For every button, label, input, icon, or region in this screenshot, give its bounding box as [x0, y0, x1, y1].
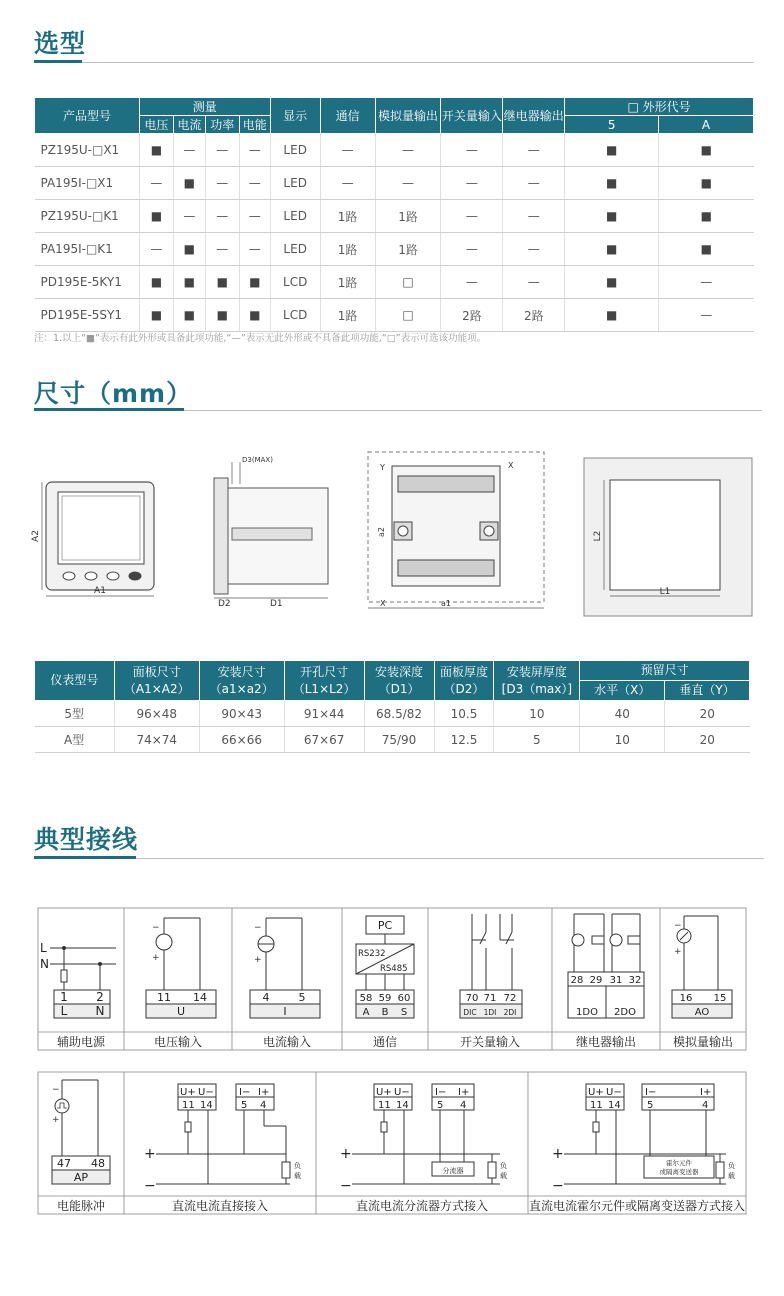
- svg-text:+: +: [152, 953, 160, 963]
- table-cell: 1路: [375, 233, 441, 266]
- table-cell: ■: [239, 299, 270, 332]
- svg-text:+: +: [674, 947, 682, 957]
- svg-text:开关量输入: 开关量输入: [459, 1035, 521, 1049]
- svg-text:71: 71: [483, 993, 497, 1004]
- svg-text:2: 2: [96, 990, 104, 1004]
- svg-text:2DO: 2DO: [614, 1007, 636, 1018]
- table-cell: 96×48: [114, 701, 199, 727]
- svg-text:4: 4: [260, 1100, 267, 1111]
- wiring-communication: [356, 916, 414, 1049]
- svg-text:1: 1: [60, 990, 68, 1004]
- svg-text:11: 11: [182, 1100, 195, 1111]
- table-row: [35, 727, 750, 753]
- dim-header-model: 仪表型号: [35, 661, 115, 701]
- dim-header-depth: 安装深度 （D1）: [364, 661, 434, 701]
- table-cell: —: [320, 167, 375, 200]
- table-cell: —: [173, 200, 205, 233]
- table-cell: 10: [494, 701, 580, 727]
- dim-header-thickness: 面板厚度 （D2）: [434, 661, 494, 701]
- svg-text:47: 47: [57, 1157, 71, 1170]
- svg-text:−: −: [144, 1178, 156, 1194]
- table-cell: LED: [270, 134, 320, 167]
- label-back-y: Y: [380, 463, 385, 472]
- model-cell: PD195E-5SY1: [35, 299, 140, 332]
- table-cell: 20: [665, 727, 750, 753]
- spec-note: 注：1.以上“■”表示有此外形或具备此项功能,“—”表示无此外形或不具备此项功能,“□”表示可选该功能项。: [34, 333, 487, 344]
- svg-text:+: +: [552, 1146, 564, 1162]
- svg-text:霍尔元件: 霍尔元件: [666, 1159, 692, 1167]
- table-cell: 90×43: [199, 701, 284, 727]
- header-switch: 开关量输入: [441, 98, 503, 134]
- table-cell: 1路: [320, 200, 375, 233]
- svg-text:72: 72: [503, 993, 517, 1004]
- svg-text:辅助电源: 辅助电源: [56, 1035, 106, 1049]
- front-view-drawing: [31, 482, 154, 596]
- svg-text:直流电流直接接入: 直流电流直接接入: [171, 1199, 269, 1213]
- svg-text:直流电流分流器方式接入: 直流电流分流器方式接入: [355, 1199, 489, 1213]
- header-comm: 通信: [320, 98, 375, 134]
- label-back-x2: X: [380, 599, 386, 608]
- table-row: [35, 200, 754, 233]
- svg-text:14: 14: [608, 1100, 621, 1111]
- table-cell: ■: [565, 233, 659, 266]
- svg-text:I−: I−: [645, 1087, 657, 1098]
- table-cell: LED: [270, 200, 320, 233]
- wiring-dc-shunt: [340, 1084, 507, 1213]
- table-cell: ■: [205, 299, 239, 332]
- table-cell: 68.5/82: [364, 701, 434, 727]
- svg-text:60: 60: [397, 993, 411, 1004]
- svg-text:载: 载: [728, 1172, 735, 1180]
- svg-text:负: 负: [500, 1162, 507, 1170]
- table-row: [35, 299, 754, 332]
- table-cell: □: [375, 299, 441, 332]
- svg-text:−: −: [254, 923, 262, 933]
- svg-text:I−: I−: [239, 1087, 251, 1098]
- section-rule: [34, 858, 764, 859]
- svg-text:I−: I−: [435, 1087, 447, 1098]
- svg-text:RS232: RS232: [358, 949, 386, 959]
- table-cell: —: [239, 233, 270, 266]
- table-cell: ■: [139, 134, 173, 167]
- wiring-energy-pulse: [52, 1080, 110, 1213]
- table-cell: —: [659, 266, 754, 299]
- table-cell: —: [441, 200, 503, 233]
- svg-text:11: 11: [590, 1100, 603, 1111]
- section-rule-accent: [34, 856, 136, 859]
- svg-text:11: 11: [378, 1100, 391, 1111]
- svg-text:5: 5: [241, 1100, 248, 1111]
- wiring-current-input: [250, 918, 320, 1049]
- dim-header-reserve-x: 水平（X）: [580, 681, 665, 701]
- table-cell: —: [375, 134, 441, 167]
- table-cell: ■: [565, 134, 659, 167]
- model-cell: PA195I-□X1: [35, 167, 140, 200]
- table-cell: ■: [173, 266, 205, 299]
- svg-text:I+: I+: [700, 1087, 712, 1098]
- svg-text:AO: AO: [694, 1007, 710, 1018]
- table-cell: ■: [659, 134, 754, 167]
- svg-text:48: 48: [91, 1157, 105, 1170]
- table-cell: —: [503, 233, 565, 266]
- label-l2: L2: [593, 530, 603, 542]
- table-row: [35, 701, 750, 727]
- table-cell: —: [441, 233, 503, 266]
- svg-text:S: S: [400, 1007, 408, 1018]
- table-cell: —: [320, 134, 375, 167]
- svg-text:+: +: [340, 1146, 352, 1162]
- table-cell: —: [205, 134, 239, 167]
- table-cell: ■: [565, 167, 659, 200]
- label-back-a1: a1: [441, 599, 451, 608]
- svg-text:4: 4: [702, 1100, 709, 1111]
- svg-text:N: N: [40, 957, 49, 971]
- table-cell: ■: [239, 266, 270, 299]
- table-cell: —: [139, 233, 173, 266]
- table-cell: 2路: [503, 299, 565, 332]
- svg-text:A: A: [362, 1007, 370, 1018]
- header-model: 产品型号: [35, 98, 140, 134]
- model-cell: PA195I-□K1: [35, 233, 140, 266]
- table-cell: 20: [665, 701, 750, 727]
- svg-text:I+: I+: [458, 1087, 470, 1098]
- svg-text:2DI: 2DI: [503, 1008, 517, 1017]
- table-cell: —: [659, 299, 754, 332]
- svg-text:+: +: [144, 1146, 156, 1162]
- table-row: [35, 233, 754, 266]
- table-cell: —: [205, 167, 239, 200]
- back-view-drawing: [368, 452, 544, 608]
- svg-text:L: L: [60, 1004, 68, 1018]
- svg-text:−: −: [52, 1085, 60, 1095]
- table-cell: ■: [139, 299, 173, 332]
- svg-text:U+: U+: [376, 1087, 392, 1098]
- wiring-analog-output: [672, 916, 733, 1049]
- table-cell: 5: [494, 727, 580, 753]
- svg-text:模拟量输出: 模拟量输出: [672, 1035, 734, 1049]
- section-rule-accent: [34, 408, 184, 411]
- table-cell: 91×44: [284, 701, 364, 727]
- spec-table: [34, 97, 754, 332]
- svg-text:B: B: [381, 1007, 389, 1018]
- table-cell: —: [503, 134, 565, 167]
- wiring-dc-hall: [529, 1084, 745, 1213]
- svg-text:4: 4: [460, 1100, 467, 1111]
- header-shape-a: A: [659, 116, 754, 134]
- svg-text:I: I: [283, 1005, 287, 1018]
- table-cell: ■: [173, 233, 205, 266]
- dim-header-install: 安装尺寸 （a1×a2）: [199, 661, 284, 701]
- label-a1: A1: [94, 586, 106, 596]
- svg-text:58: 58: [359, 993, 373, 1004]
- table-cell: 5型: [35, 701, 115, 727]
- svg-text:14: 14: [396, 1100, 409, 1111]
- dimension-drawings: [0, 448, 784, 628]
- table-cell: —: [503, 266, 565, 299]
- model-cell: PD195E-5KY1: [35, 266, 140, 299]
- wiring-relay-output: [568, 914, 644, 1049]
- table-cell: □: [375, 266, 441, 299]
- label-d2: D2: [218, 599, 231, 609]
- table-cell: —: [139, 167, 173, 200]
- table-cell: 1路: [320, 299, 375, 332]
- section-rule: [34, 62, 754, 63]
- svg-text:载: 载: [500, 1172, 507, 1180]
- table-cell: ■: [173, 167, 205, 200]
- table-cell: —: [239, 167, 270, 200]
- svg-text:L: L: [40, 941, 47, 955]
- svg-text:负: 负: [294, 1162, 301, 1170]
- svg-text:载: 载: [294, 1172, 301, 1180]
- svg-text:通信: 通信: [372, 1035, 398, 1049]
- label-d1: D1: [270, 599, 283, 609]
- svg-text:1DO: 1DO: [576, 1007, 598, 1018]
- table-row: [35, 134, 754, 167]
- header-measure-energy: 电能: [239, 116, 270, 134]
- table-cell: 10.5: [434, 701, 494, 727]
- table-cell: —: [441, 167, 503, 200]
- svg-text:U−: U−: [394, 1087, 410, 1098]
- table-cell: ■: [565, 299, 659, 332]
- svg-text:5: 5: [437, 1100, 444, 1111]
- table-cell: —: [173, 134, 205, 167]
- dim-header-reserve-y: 垂直（Y）: [665, 681, 750, 701]
- svg-text:70: 70: [465, 993, 479, 1004]
- svg-text:28: 28: [570, 975, 584, 986]
- section-title-dimensions: 尺寸（mm）: [34, 379, 193, 408]
- table-cell: LCD: [270, 299, 320, 332]
- svg-text:4: 4: [262, 991, 270, 1004]
- svg-text:+: +: [52, 1115, 60, 1125]
- svg-text:N: N: [95, 1004, 105, 1018]
- table-cell: LED: [270, 167, 320, 200]
- table-cell: 12.5: [434, 727, 494, 753]
- table-cell: —: [503, 200, 565, 233]
- table-cell: ■: [565, 266, 659, 299]
- table-cell: 67×67: [284, 727, 364, 753]
- svg-text:+: +: [254, 955, 262, 965]
- table-cell: 1路: [375, 200, 441, 233]
- svg-text:继电器输出: 继电器输出: [575, 1035, 637, 1049]
- svg-text:−: −: [340, 1178, 352, 1194]
- table-cell: —: [205, 233, 239, 266]
- label-back-x: X: [508, 461, 514, 470]
- model-cell: PZ195U-□X1: [35, 134, 140, 167]
- wiring-voltage-input: [146, 918, 216, 1049]
- svg-text:分流器: 分流器: [442, 1167, 464, 1175]
- dim-header-panel: 面板尺寸 （A1×A2）: [114, 661, 199, 701]
- header-measure-power: 功率: [205, 116, 239, 134]
- table-cell: ■: [565, 200, 659, 233]
- svg-text:或隔离变送器: 或隔离变送器: [659, 1168, 699, 1176]
- table-cell: —: [375, 167, 441, 200]
- table-cell: 2路: [441, 299, 503, 332]
- header-display: 显示: [270, 98, 320, 134]
- dim-header-hole: 开孔尺寸 （L1×L2）: [284, 661, 364, 701]
- table-cell: ■: [659, 167, 754, 200]
- svg-text:11: 11: [157, 991, 171, 1004]
- table-cell: LCD: [270, 266, 320, 299]
- header-shape-5: 5: [565, 116, 659, 134]
- label-back-a2: a2: [377, 527, 386, 537]
- table-cell: ■: [173, 299, 205, 332]
- table-cell: A型: [35, 727, 115, 753]
- table-cell: 75/90: [364, 727, 434, 753]
- label-d3: D3(MAX): [242, 456, 273, 464]
- svg-text:PC: PC: [377, 919, 393, 932]
- svg-text:U: U: [176, 1005, 186, 1018]
- table-cell: —: [239, 134, 270, 167]
- table-row: [35, 167, 754, 200]
- svg-text:直流电流霍尔元件或隔离变送器方式接入: 直流电流霍尔元件或隔离变送器方式接入: [528, 1199, 746, 1213]
- dimension-table: [34, 660, 750, 753]
- svg-text:1DI: 1DI: [483, 1008, 497, 1017]
- table-cell: —: [239, 200, 270, 233]
- table-cell: 74×74: [114, 727, 199, 753]
- cutout-view-drawing: [584, 458, 752, 616]
- svg-text:U+: U+: [180, 1087, 196, 1098]
- svg-text:电能脉冲: 电能脉冲: [56, 1199, 106, 1213]
- svg-text:电流输入: 电流输入: [262, 1035, 312, 1049]
- wiring-aux-power: [40, 941, 116, 1049]
- table-cell: 1路: [320, 266, 375, 299]
- table-cell: 10: [580, 727, 665, 753]
- header-measure-current: 电流: [173, 116, 205, 134]
- svg-text:U−: U−: [606, 1087, 622, 1098]
- table-cell: LED: [270, 233, 320, 266]
- dim-header-screen: 安装屏厚度 [D3（max）]: [494, 661, 580, 701]
- table-cell: ■: [139, 200, 173, 233]
- svg-text:AP: AP: [73, 1171, 89, 1184]
- svg-text:14: 14: [200, 1100, 213, 1111]
- table-cell: 66×66: [199, 727, 284, 753]
- svg-text:−: −: [674, 921, 682, 931]
- header-measure: 测量: [139, 98, 270, 116]
- svg-text:31: 31: [609, 975, 623, 986]
- table-cell: —: [441, 266, 503, 299]
- table-cell: —: [441, 134, 503, 167]
- label-a2: A2: [31, 530, 41, 542]
- svg-text:15: 15: [713, 993, 727, 1004]
- svg-text:16: 16: [679, 993, 693, 1004]
- svg-text:14: 14: [193, 991, 207, 1004]
- wiring-dc-direct: [144, 1084, 301, 1213]
- table-cell: ■: [205, 266, 239, 299]
- side-view-drawing: [214, 456, 328, 609]
- table-cell: ■: [659, 233, 754, 266]
- header-measure-voltage: 电压: [139, 116, 173, 134]
- svg-text:DIC: DIC: [463, 1008, 477, 1017]
- svg-text:负: 负: [728, 1162, 735, 1170]
- wiring-diagrams: [0, 900, 784, 1220]
- wiring-switch-input: [460, 914, 522, 1049]
- svg-text:32: 32: [628, 975, 642, 986]
- svg-text:RS485: RS485: [380, 964, 408, 974]
- dim-header-reserve: 预留尺寸: [580, 661, 750, 681]
- header-shape: □ 外形代号: [565, 98, 754, 116]
- svg-text:5: 5: [298, 991, 306, 1004]
- svg-text:29: 29: [589, 975, 603, 986]
- model-cell: PZ195U-□K1: [35, 200, 140, 233]
- svg-text:电压输入: 电压输入: [153, 1035, 203, 1049]
- section-rule-accent: [34, 60, 82, 63]
- svg-text:U+: U+: [588, 1087, 604, 1098]
- table-cell: ■: [139, 266, 173, 299]
- section-title-wiring: 典型接线: [34, 825, 139, 854]
- table-cell: 1路: [320, 233, 375, 266]
- svg-text:5: 5: [647, 1100, 654, 1111]
- header-analog: 模拟量输出: [375, 98, 441, 134]
- svg-text:I+: I+: [258, 1087, 270, 1098]
- table-cell: —: [503, 167, 565, 200]
- table-cell: 40: [580, 701, 665, 727]
- table-row: [35, 266, 754, 299]
- svg-text:59: 59: [378, 993, 392, 1004]
- table-cell: —: [205, 200, 239, 233]
- svg-text:−: −: [152, 923, 160, 933]
- svg-text:U−: U−: [198, 1087, 214, 1098]
- header-relay: 继电器输出: [503, 98, 565, 134]
- svg-text:−: −: [552, 1178, 564, 1194]
- label-l1: L1: [659, 587, 671, 597]
- section-title-selection: 选型: [34, 29, 87, 58]
- table-cell: ■: [659, 200, 754, 233]
